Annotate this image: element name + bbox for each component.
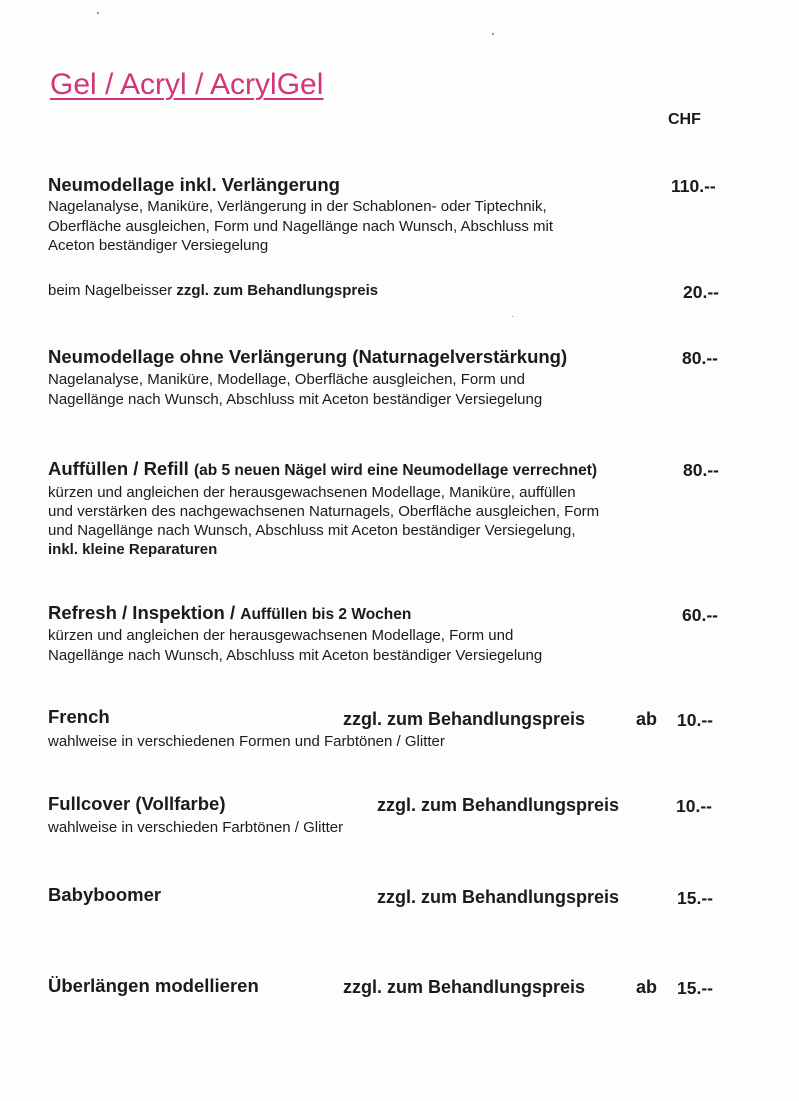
- item-price-ueberlaengen: 15.--: [677, 978, 713, 998]
- item-surcharge-ueberlaengen: zzgl. zum Behandlungspreis: [343, 977, 586, 997]
- item-title-french: French: [48, 706, 110, 727]
- item-surcharge-babyboomer: zzgl. zum Behandlungspreis: [377, 887, 620, 907]
- item-description: Oberfläche ausgleichen, Form und Nagellänge nach Wunsch, Abschluss mit: [48, 218, 553, 235]
- refill-note: (ab 5 neuen Nägel wird eine Neumodellage verrechnet): [193, 462, 598, 479]
- item-description: Aceton beständiger Versiegelung: [48, 237, 269, 254]
- refresh-note: Auffüllen bis 2 Wochen: [240, 606, 412, 623]
- item-title-refresh: [48, 602, 411, 624]
- item-ab-french: ab: [636, 709, 658, 729]
- item-title-babyboomer: Babyboomer: [48, 884, 162, 905]
- currency-header: CHF: [668, 111, 701, 128]
- item-title-neumodellage: Neumodellage inkl. Verlängerung: [48, 174, 340, 195]
- item-price-nagelbeisser: 20.--: [683, 282, 719, 302]
- item-price-ohne: 80.--: [682, 348, 718, 368]
- item-surcharge-french: zzgl. zum Behandlungspreis: [343, 709, 586, 729]
- item-nagelbeisser: [48, 281, 378, 301]
- item-price-babyboomer: 15.--: [677, 888, 713, 908]
- refill-name: Auffüllen / Refill: [48, 458, 189, 479]
- item-price-refresh: 60.--: [682, 605, 718, 625]
- item-description: kürzen und angleichen der herausgewachsenen Modellage, Form und: [48, 627, 514, 644]
- item-title-fullcover: Fullcover (Vollfarbe): [48, 793, 226, 814]
- page-title: Gel / Acryl / AcrylGel: [50, 68, 324, 101]
- item-description: Nagelanalyse, Maniküre, Verlängerung in der Schablonen- oder Tiptechnik,: [48, 198, 547, 215]
- item-description: Nagelanalyse, Maniküre, Modellage, Oberfläche ausgleichen, Form und: [48, 371, 525, 388]
- item-price-french: 10.--: [677, 710, 713, 730]
- item-title-ueberlaengen: Überlängen modellieren: [48, 975, 259, 996]
- item-surcharge-fullcover: zzgl. zum Behandlungspreis: [377, 795, 620, 815]
- item-description: wahlweise in verschieden Farbtönen / Glitter: [48, 819, 344, 836]
- item-description: Nagellänge nach Wunsch, Abschluss mit Aceton beständiger Versiegelung: [48, 391, 543, 408]
- item-price-fullcover: 10.--: [676, 796, 712, 816]
- item-description: Nagellänge nach Wunsch, Abschluss mit Aceton beständiger Versiegelung: [48, 647, 543, 664]
- item-title-refill: [48, 458, 597, 480]
- item-title-ohne: Neumodellage ohne Verlängerung (Naturnagelverstärkung): [48, 346, 568, 367]
- item-description: und verstärken des nachgewachsenen Naturnagels, Oberfläche ausgleichen, Form: [48, 503, 600, 520]
- item-description: und Nagellänge nach Wunsch, Abschluss mit Aceton beständiger Versiegelung,: [48, 522, 576, 539]
- item-description-bold: inkl. kleine Reparaturen: [48, 541, 218, 558]
- item-description: wahlweise in verschiedenen Formen und Farbtönen / Glitter: [48, 733, 445, 750]
- scan-speck: [512, 316, 513, 317]
- item-ab-ueberlaengen: ab: [636, 977, 658, 997]
- nagelbeisser-text: beim Nagelbeisser: [48, 282, 173, 299]
- nagelbeisser-surcharge: zzgl. zum Behandlungspreis: [176, 282, 379, 299]
- scan-speck: [492, 33, 494, 35]
- item-description: kürzen und angleichen der herausgewachsenen Modellage, Maniküre, auffüllen: [48, 484, 576, 501]
- item-price-refill: 80.--: [683, 460, 719, 480]
- scan-speck: [97, 12, 99, 14]
- item-price-neumodellage: 110.--: [671, 176, 716, 196]
- refresh-name: Refresh / Inspektion /: [48, 602, 236, 623]
